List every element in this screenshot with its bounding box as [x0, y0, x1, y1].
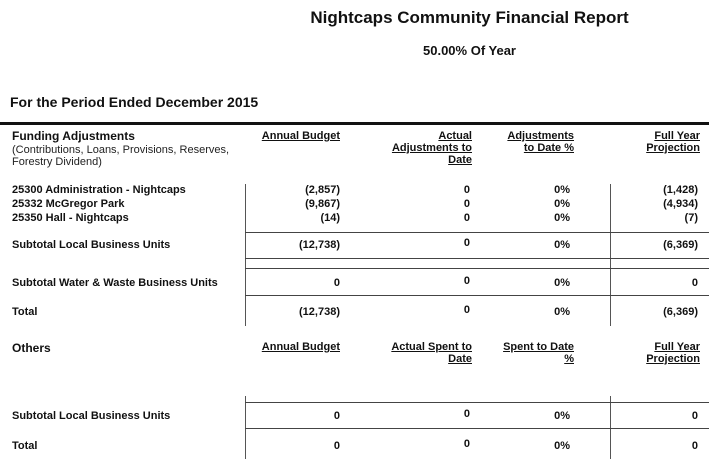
- col-full-year-projection: [620, 130, 700, 154]
- others-col-actual-spent: [380, 341, 472, 365]
- col-actual-line3: Date: [448, 154, 472, 166]
- others-col-actual-line2: Date: [448, 353, 472, 365]
- others-heading: Others: [12, 341, 51, 355]
- row-budget: 0: [333, 277, 340, 289]
- row-projection: (4,934): [663, 198, 698, 210]
- row-projection: 0: [691, 410, 698, 422]
- row-pct: 0%: [554, 212, 570, 224]
- grid-hline: [245, 295, 709, 296]
- row-pct: 0%: [554, 198, 570, 210]
- others-grid-hline: [245, 428, 709, 429]
- row-budget: (9,867): [305, 198, 340, 210]
- grid-hline: [245, 258, 709, 259]
- row-label: 25350 Hall - Nightcaps: [12, 212, 129, 224]
- report-title: Nightcaps Community Financial Report: [310, 8, 629, 27]
- row-actual: 0: [463, 275, 470, 287]
- grid-vline-left: [245, 184, 246, 326]
- others-col-spent-pct: [490, 341, 574, 365]
- row-label: 25332 McGregor Park: [12, 198, 125, 210]
- row-actual: 0: [463, 198, 470, 210]
- row-actual: 0: [463, 237, 470, 249]
- col-proj-line2: Projection: [646, 142, 700, 154]
- row-projection: (6,369): [663, 239, 698, 251]
- col-actual-line2: Adjustments to: [391, 142, 472, 154]
- others-col-pct-line2: %: [564, 353, 574, 365]
- row-actual: 0: [463, 304, 470, 316]
- row-label: Subtotal Local Business Units: [12, 410, 171, 422]
- col-actual-line1: Actual: [438, 130, 472, 142]
- row-projection: (1,428): [663, 184, 698, 196]
- row-pct: 0%: [554, 410, 570, 422]
- others-col-annual-budget: [250, 341, 340, 353]
- funding-subheading-1: (Contributions, Loans, Provisions, Reserves,: [12, 144, 230, 156]
- funding-heading: Funding Adjustments: [12, 129, 135, 143]
- row-pct: 0%: [554, 239, 570, 251]
- others-col-full-year-projection: [620, 341, 700, 365]
- grid-hline: [245, 268, 709, 269]
- row-label: Total: [12, 306, 38, 318]
- row-budget: (14): [320, 212, 340, 224]
- col-adjustments-pct: [490, 130, 574, 154]
- row-label: Subtotal Water & Waste Business Units: [12, 277, 218, 289]
- others-grid-hline: [245, 402, 709, 403]
- others-col-actual-line1: Actual Spent to: [391, 341, 472, 353]
- row-projection: (7): [684, 212, 698, 224]
- row-projection: (6,369): [663, 306, 698, 318]
- period-label: For the Period Ended December 2015: [10, 94, 259, 110]
- col-actual-adjustments: [380, 130, 472, 166]
- row-projection: 0: [691, 440, 698, 452]
- col-annual-budget: [250, 130, 340, 142]
- row-label: Subtotal Local Business Units: [12, 239, 171, 251]
- grid-hline: [245, 232, 709, 233]
- row-actual: 0: [463, 184, 470, 196]
- row-actual: 0: [463, 408, 470, 420]
- col-pct-line2: to Date %: [523, 142, 574, 154]
- col-proj-line1: Full Year: [654, 130, 700, 142]
- others-col-annual-budget-label: Annual Budget: [261, 341, 340, 353]
- row-budget: (2,857): [305, 184, 340, 196]
- year-progress: 50.00% Of Year: [423, 43, 516, 58]
- row-label: Total: [12, 440, 38, 452]
- row-pct: 0%: [554, 184, 570, 196]
- row-pct: 0%: [554, 440, 570, 452]
- row-projection: 0: [691, 277, 698, 289]
- others-col-proj-line2: Projection: [646, 353, 700, 365]
- row-pct: 0%: [554, 306, 570, 318]
- row-budget: (12,738): [299, 306, 340, 318]
- funding-subheading-2: Forestry Dividend): [12, 156, 102, 168]
- row-budget: 0: [333, 440, 340, 452]
- row-actual: 0: [463, 438, 470, 450]
- row-budget: (12,738): [299, 239, 340, 251]
- row-budget: 0: [333, 410, 340, 422]
- grid-vline-right: [610, 184, 611, 326]
- row-label: 25300 Administration - Nightcaps: [12, 184, 186, 196]
- others-col-pct-line1: Spent to Date: [503, 341, 574, 353]
- others-col-proj-line1: Full Year: [654, 341, 700, 353]
- header-rule: [0, 122, 709, 125]
- col-pct-line1: Adjustments: [507, 130, 574, 142]
- row-pct: 0%: [554, 277, 570, 289]
- row-actual: 0: [463, 212, 470, 224]
- col-annual-budget-label: Annual Budget: [261, 130, 340, 142]
